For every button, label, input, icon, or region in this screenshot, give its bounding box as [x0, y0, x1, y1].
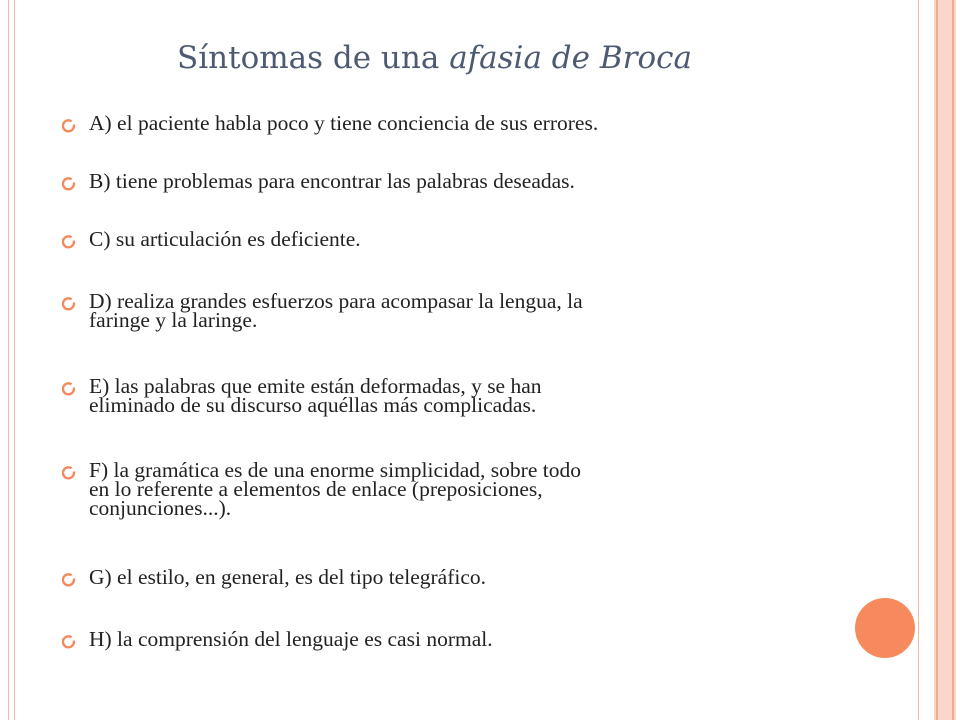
- bullet-ring-icon: [62, 635, 76, 649]
- bullet-text: C) su articulación es deficiente.: [89, 227, 361, 251]
- bullet-ring-icon: [62, 382, 76, 396]
- title-normal-text: Síntomas de una: [177, 40, 450, 76]
- list-item: [62, 374, 822, 417]
- left-frame-line-outer: [8, 0, 9, 720]
- decorative-circle: [855, 598, 915, 658]
- bullet-ring-icon: [62, 297, 76, 311]
- bullet-text: A) el paciente habla poco y tiene conciencia de sus errores.: [89, 111, 599, 135]
- band-stripe-left: [936, 0, 938, 720]
- bullet-text: H) la comprensión del lenguaje es casi normal.: [89, 627, 493, 651]
- list-item: [62, 289, 822, 332]
- left-frame-line-inner: [14, 0, 15, 720]
- list-item: [62, 458, 822, 520]
- bullet-ring-icon: [62, 573, 76, 587]
- bullet-text: G) el estilo, en general, es del tipo telegráfico.: [89, 565, 486, 589]
- list-item: [62, 565, 822, 589]
- bullet-text: B) tiene problemas para encontrar las palabras deseadas.: [89, 169, 575, 193]
- bullet-ring-icon: [62, 119, 76, 133]
- list-item: [62, 169, 822, 193]
- list-item: [62, 227, 822, 251]
- slide-title: [177, 40, 692, 76]
- bullet-text: F) la gramática es de una enorme simplicidad, sobre todo en lo referente a elementos de enlace (preposiciones, conjunciones...).: [89, 458, 581, 520]
- bullet-ring-icon: [62, 466, 76, 480]
- band-stripe-right: [952, 0, 954, 720]
- title-italic-text: afasia de Broca: [449, 40, 692, 76]
- right-frame-line: [918, 0, 919, 720]
- bullet-text: E) las palabras que emite están deformadas, y se han eliminado de su discurso aquéllas más complicadas.: [89, 374, 542, 417]
- bullet-text: D) realiza grandes esfuerzos para acompasar la lengua, la faringe y la laringe.: [89, 289, 583, 332]
- list-item: [62, 627, 822, 651]
- bullet-ring-icon: [62, 177, 76, 191]
- list-item: [62, 111, 822, 135]
- bullet-ring-icon: [62, 235, 76, 249]
